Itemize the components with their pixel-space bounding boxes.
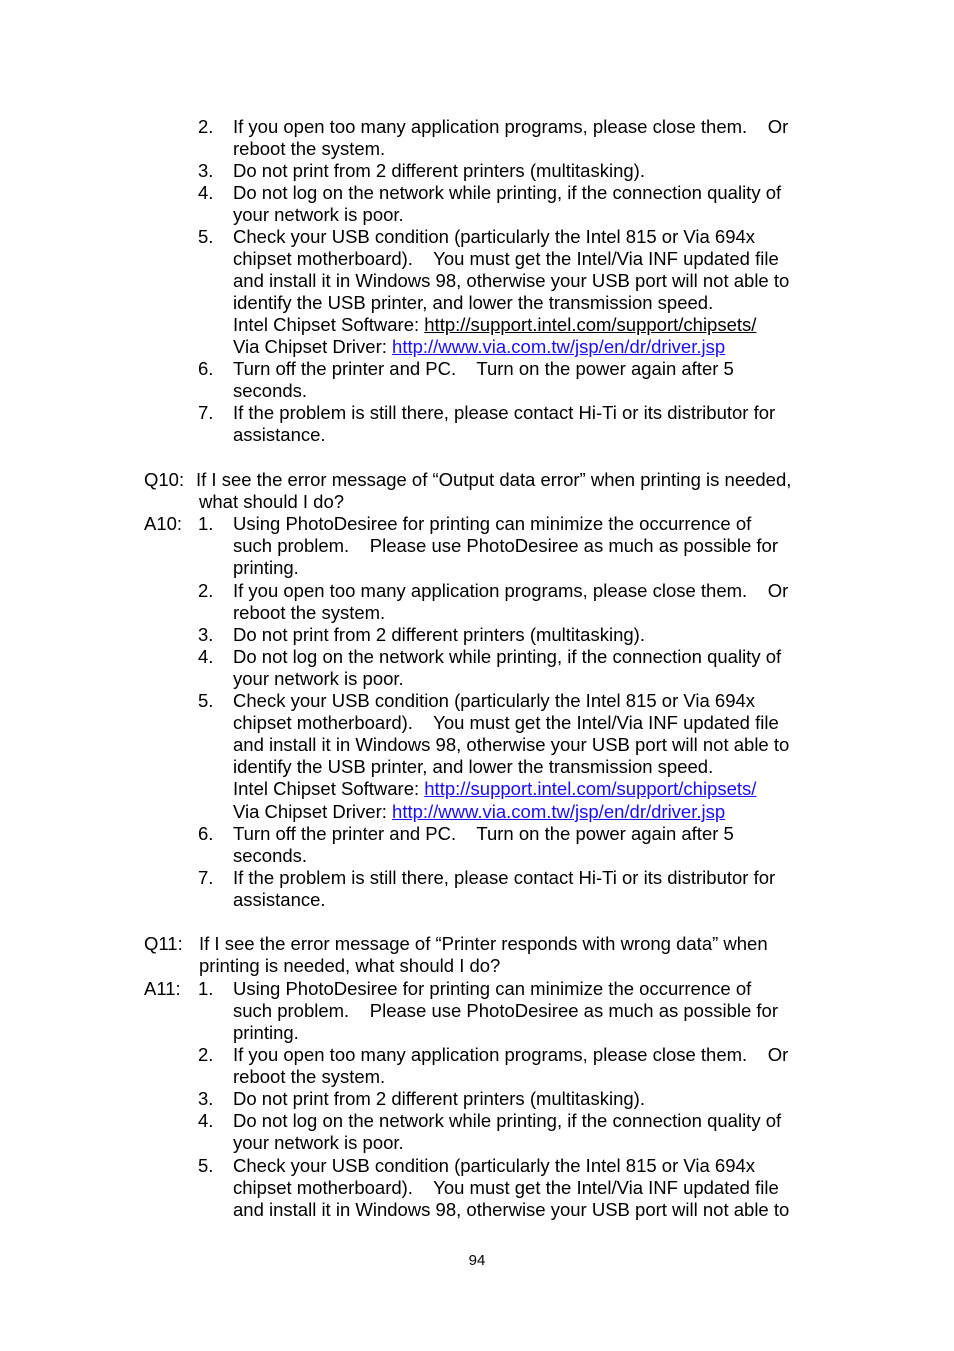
via-link[interactable]: http://www.via.com.tw/jsp/en/dr/driver.jsp [392,336,726,357]
via-label: Via Chipset Driver: [233,336,393,357]
list-line: and install it in Windows 98, otherwise your USB port will not able to [233,1199,790,1220]
list-line: Do not print from 2 different printers (multitasking). [233,624,645,645]
list-line: Check your USB condition (particularly the Intel 815 or Via 694x [233,1155,756,1176]
intel-link[interactable]: http://support.intel.com/support/chipsets/ [424,778,757,799]
list-number: 4. [198,1110,214,1131]
list-line: chipset motherboard). You must get the Intel/Via INF updated file [233,712,779,733]
question-line: what should I do? [199,491,345,512]
list-line: assistance. [233,889,326,910]
list-number: 5. [198,1155,214,1176]
list-number: 6. [198,823,214,844]
question-line: printing is needed, what should I do? [199,955,501,976]
list-line: If you open too many application programs, please close them. Or [233,580,789,601]
via-link-line [233,336,725,358]
list-number: 2. [198,580,214,601]
list-number: 4. [198,646,214,667]
page-number: 94 [468,1252,486,1269]
list-line: reboot the system. [233,602,386,623]
question-label: Q11: [144,933,183,954]
list-line: chipset motherboard). You must get the Intel/Via INF updated file [233,1177,779,1198]
list-line: If the problem is still there, please contact Hi-Ti or its distributor for [233,867,776,888]
list-line: reboot the system. [233,138,386,159]
intel-link[interactable]: http://support.intel.com/support/chipsets/ [424,314,757,335]
list-line: assistance. [233,424,326,445]
list-number: 2. [198,116,214,137]
list-line: printing. [233,557,299,578]
list-number: 1. [198,978,214,999]
via-link[interactable]: http://www.via.com.tw/jsp/en/dr/driver.jsp [392,801,726,822]
list-line: If you open too many application programs, please close them. Or [233,1044,789,1065]
list-number: 3. [198,1088,214,1109]
list-line: If the problem is still there, please contact Hi-Ti or its distributor for [233,402,776,423]
list-number: 7. [198,402,214,423]
list-line: Do not log on the network while printing, if the connection quality of [233,646,782,667]
list-line: such problem. Please use PhotoDesiree as much as possible for [233,535,779,556]
answer-label: A10: [144,513,183,534]
via-link-line [233,801,725,823]
question-line: If I see the error message of “Output data error” when printing is needed, [196,469,792,490]
answer-label: A11: [144,978,181,999]
list-number: 7. [198,867,214,888]
list-line: identify the USB printer, and lower the transmission speed. [233,756,714,777]
via-label: Via Chipset Driver: [233,801,393,822]
question-line: If I see the error message of “Printer responds with wrong data” when [199,933,768,954]
list-number: 5. [198,226,214,247]
list-line: If you open too many application programs, please close them. Or [233,116,789,137]
list-line: and install it in Windows 98, otherwise your USB port will not able to [233,734,790,755]
list-line: seconds. [233,845,308,866]
list-number: 1. [198,513,214,534]
intel-label: Intel Chipset Software: [233,778,425,799]
intel-link-line [233,314,756,336]
list-line: identify the USB printer, and lower the transmission speed. [233,292,714,313]
question-label: Q10: [144,469,185,490]
list-line: seconds. [233,380,308,401]
list-line: chipset motherboard). You must get the Intel/Via INF updated file [233,248,779,269]
list-line: Check your USB condition (particularly the Intel 815 or Via 694x [233,690,756,711]
list-line: and install it in Windows 98, otherwise your USB port will not able to [233,270,790,291]
list-line: Check your USB condition (particularly the Intel 815 or Via 694x [233,226,756,247]
list-line: your network is poor. [233,204,404,225]
list-line: Using PhotoDesiree for printing can minimize the occurrence of [233,513,752,534]
list-line: your network is poor. [233,1132,404,1153]
list-line: printing. [233,1022,299,1043]
intel-label: Intel Chipset Software: [233,314,425,335]
list-line: Do not print from 2 different printers (multitasking). [233,160,645,181]
list-line: Do not log on the network while printing, if the connection quality of [233,1110,782,1131]
list-line: your network is poor. [233,668,404,689]
list-line: such problem. Please use PhotoDesiree as much as possible for [233,1000,779,1021]
list-number: 4. [198,182,214,203]
list-line: Do not print from 2 different printers (multitasking). [233,1088,645,1109]
list-line: Turn off the printer and PC. Turn on the power again after 5 [233,823,734,844]
list-number: 3. [198,160,214,181]
list-number: 5. [198,690,214,711]
list-line: Do not log on the network while printing, if the connection quality of [233,182,782,203]
list-number: 3. [198,624,214,645]
list-line: reboot the system. [233,1066,386,1087]
list-number: 2. [198,1044,214,1065]
list-line: Using PhotoDesiree for printing can minimize the occurrence of [233,978,752,999]
list-line: Turn off the printer and PC. Turn on the power again after 5 [233,358,734,379]
list-number: 6. [198,358,214,379]
intel-link-line [233,778,756,800]
